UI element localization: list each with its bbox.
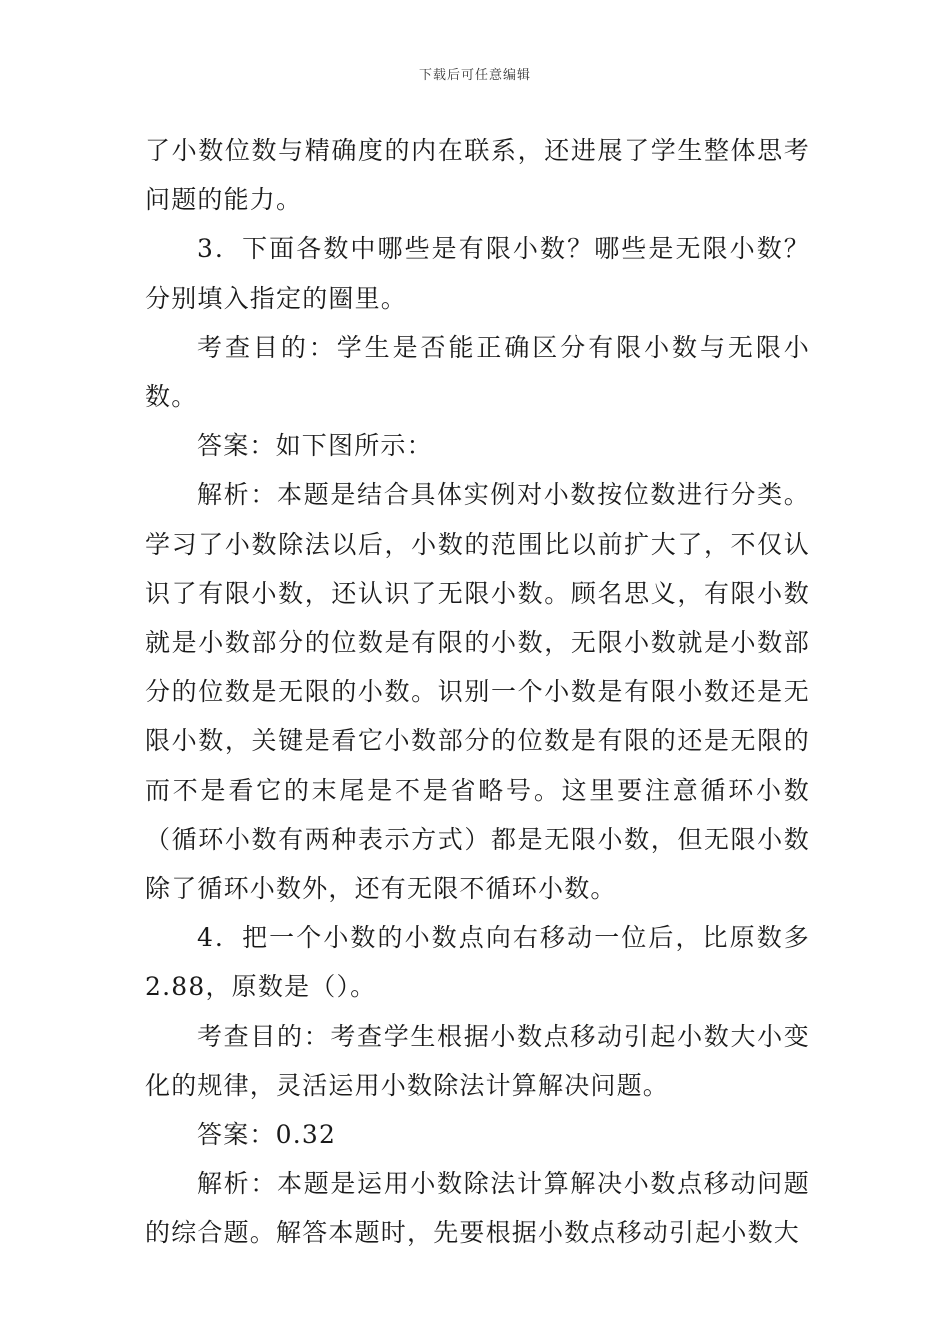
question-4: 4．把一个小数的小数点向右移动一位后，比原数多2.88，原数是（）。 xyxy=(145,923,810,1002)
question-4-analysis: 解析：本题是运用小数除法计算解决小数点移动问题的综合题。解答本题时，先要根据小数点移动引起小数大 xyxy=(145,1169,810,1248)
question-3-answer: 答案：如下图所示： xyxy=(197,431,433,461)
question-3-analysis: 解析：本题是结合具体实例对小数按位数进行分类。学习了小数除法以后，小数的范围比以前扩大了，不仅认识了有限小数，还认识了无限小数。顾名思义，有限小数就是小数部分的位数是有限的小数，无限小数就是小数部分的位数是无限的小数。识别一个小数是有限小数还是无限小数，关键是看它小数部分的位数是有限的还是无限的而不是看它的末尾是不是省略号。这里要注意循环小数（循环小数有两种表示方式）都是无限小数，但无限小数除了循环小数外，还有无限不循环小数。 xyxy=(145,480,810,904)
document-body xyxy=(145,126,810,1258)
question-4-answer: 答案：0.32 xyxy=(197,1120,337,1150)
page-header: 下载后可任意编辑 xyxy=(418,68,531,83)
paragraph-continuation: 了小数位数与精确度的内在联系，还进展了学生整体思考问题的能力。 xyxy=(145,136,810,215)
question-4-purpose: 考查目的：考查学生根据小数点移动引起小数大小变化的规律，灵活运用小数除法计算解决问题。 xyxy=(145,1021,810,1100)
question-3-purpose: 考查目的：学生是否能正确区分有限小数与无限小数。 xyxy=(145,332,810,412)
question-3: 3．下面各数中哪些是有限小数？哪些是无限小数？分别填入指定的圈里。 xyxy=(145,234,810,313)
